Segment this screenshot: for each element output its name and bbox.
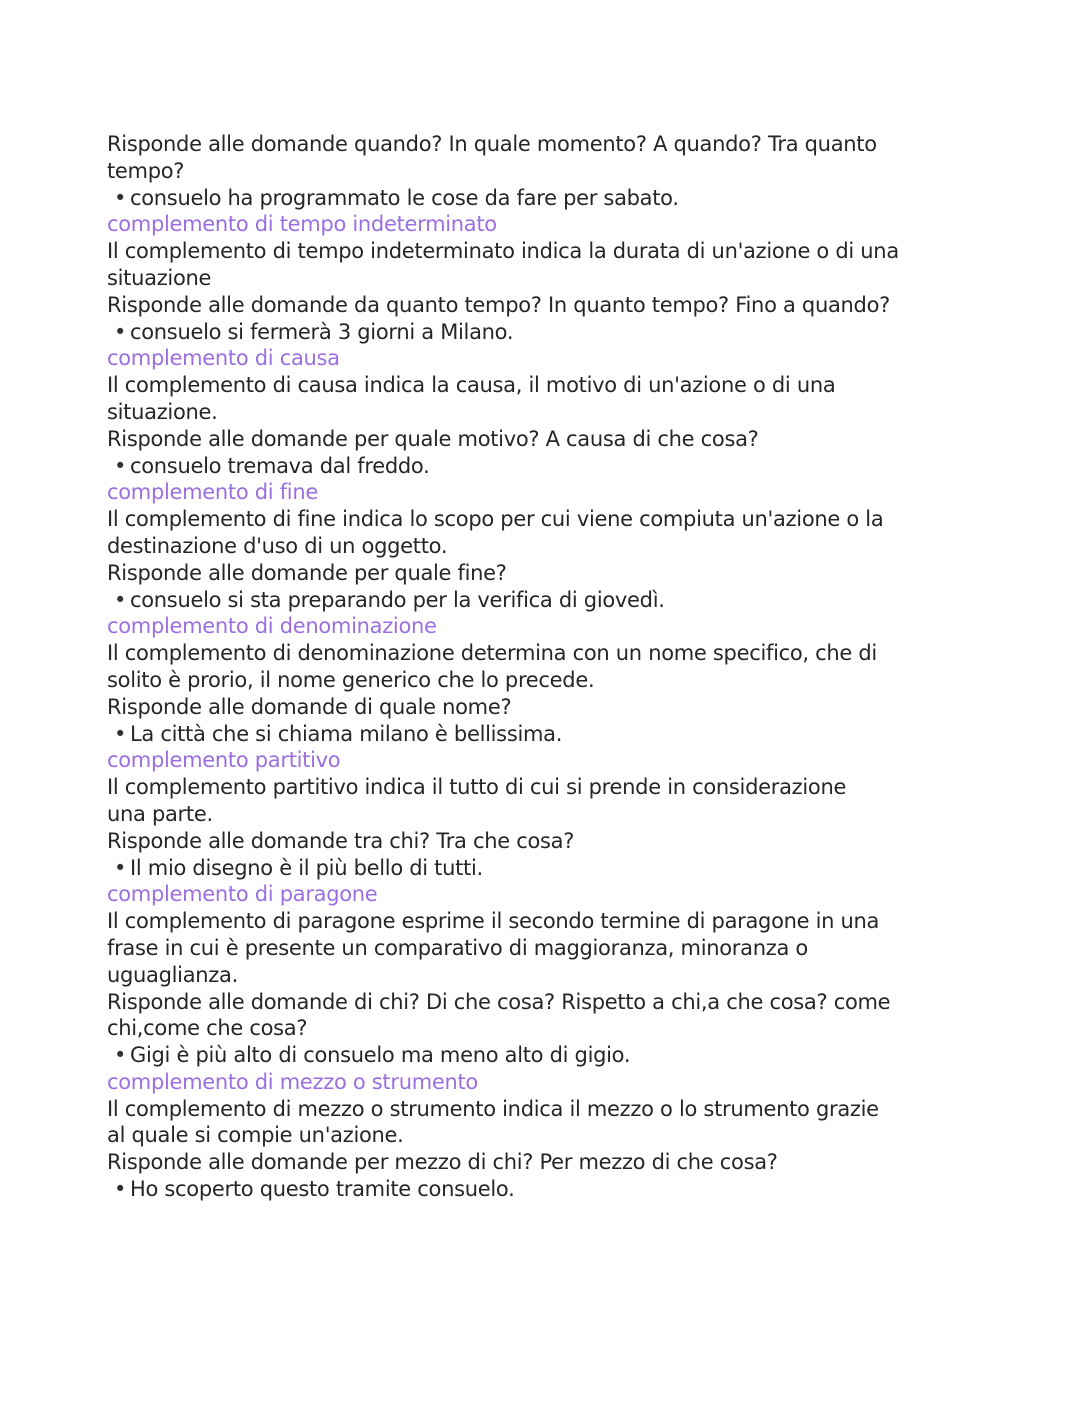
body-text-line: tempo? xyxy=(107,158,185,183)
example-text: La città che si chiama milano è bellissima. xyxy=(130,721,563,746)
example-text: consuelo si sta preparando per la verifica di giovedì. xyxy=(130,587,665,612)
body-text-line: chi,come che cosa? xyxy=(107,1016,308,1041)
body-text-line: Il complemento di denominazione determina con un nome specifico, che di xyxy=(107,641,877,666)
body-text-line: Il complemento di causa indica la causa, il motivo di un'azione o di una xyxy=(107,373,836,398)
body-text-line: Risponde alle domande quando? In quale momento? A quando? Tra quanto xyxy=(107,132,877,156)
body-text-line: Risponde alle domande per mezzo di chi? Per mezzo di che cosa? xyxy=(107,1150,778,1175)
section-heading: complemento di denominazione xyxy=(107,614,437,639)
bullet-dot-icon: • xyxy=(114,721,127,746)
example-bullet xyxy=(107,587,987,614)
bullet-dot-icon: • xyxy=(114,453,127,478)
example-text: consuelo ha programmato le cose da fare per sabato. xyxy=(130,185,679,210)
body-text-line: al quale si compie un'azione. xyxy=(107,1123,404,1148)
body-text-line: Risponde alle domande di chi? Di che cosa? Rispetto a chi,a che cosa? come xyxy=(107,989,891,1014)
section-heading: complemento di mezzo o strumento xyxy=(107,1069,478,1094)
body-text-line: Risponde alle domande tra chi? Tra che cosa? xyxy=(107,828,575,853)
example-bullet xyxy=(107,1042,987,1069)
section-heading: complemento di paragone xyxy=(107,882,378,907)
bullet-dot-icon: • xyxy=(114,1177,127,1202)
body-text-line: una parte. xyxy=(107,801,213,826)
notes-content xyxy=(107,131,987,1203)
body-text-line: uguaglianza. xyxy=(107,962,238,987)
section-heading: complemento di fine xyxy=(107,480,318,505)
body-text-line: Il complemento di tempo indeterminato indica la durata di un'azione o di una xyxy=(107,239,899,264)
bullet-dot-icon: • xyxy=(114,855,127,880)
body-text-line: Il complemento partitivo indica il tutto di cui si prende in considerazione xyxy=(107,775,847,800)
body-text-line: Il complemento di fine indica lo scopo per cui viene compiuta un'azione o la xyxy=(107,507,884,532)
example-text: Ho scoperto questo tramite consuelo. xyxy=(130,1177,515,1202)
body-text-line: Risponde alle domande per quale motivo? A causa di che cosa? xyxy=(107,426,759,451)
body-text-line: destinazione d'uso di un oggetto. xyxy=(107,533,448,558)
bullet-dot-icon: • xyxy=(114,1043,127,1068)
example-text: Gigi è più alto di consuelo ma meno alto di gigio. xyxy=(130,1043,631,1068)
section-heading: complemento partitivo xyxy=(107,748,341,773)
example-bullet xyxy=(107,453,987,480)
example-bullet xyxy=(107,721,987,748)
example-bullet xyxy=(107,319,987,346)
body-text-line: Risponde alle domande da quanto tempo? In quanto tempo? Fino a quando? xyxy=(107,292,890,317)
body-text-line: Il complemento di paragone esprime il secondo termine di paragone in una xyxy=(107,909,880,934)
example-text: Il mio disegno è il più bello di tutti. xyxy=(130,855,483,880)
bullet-dot-icon: • xyxy=(114,185,127,210)
example-text: consuelo si fermerà 3 giorni a Milano. xyxy=(130,319,514,344)
section-heading: complemento di causa xyxy=(107,346,340,371)
bullet-dot-icon: • xyxy=(114,319,127,344)
body-text-line: solito è prorio, il nome generico che lo precede. xyxy=(107,667,595,692)
body-text-line: frase in cui è presente un comparativo di maggioranza, minoranza o xyxy=(107,935,808,960)
example-text: consuelo tremava dal freddo. xyxy=(130,453,430,478)
body-text-line: Risponde alle domande di quale nome? xyxy=(107,694,512,719)
example-bullet xyxy=(107,855,987,882)
body-text-line: situazione. xyxy=(107,399,218,424)
example-bullet xyxy=(107,1176,987,1203)
body-text-line: situazione xyxy=(107,265,212,290)
section-heading: complemento di tempo indeterminato xyxy=(107,212,497,237)
example-bullet xyxy=(107,185,987,212)
body-text-line: Risponde alle domande per quale fine? xyxy=(107,560,507,585)
bullet-dot-icon: • xyxy=(114,587,127,612)
body-text-line: Il complemento di mezzo o strumento indica il mezzo o lo strumento grazie xyxy=(107,1096,879,1121)
